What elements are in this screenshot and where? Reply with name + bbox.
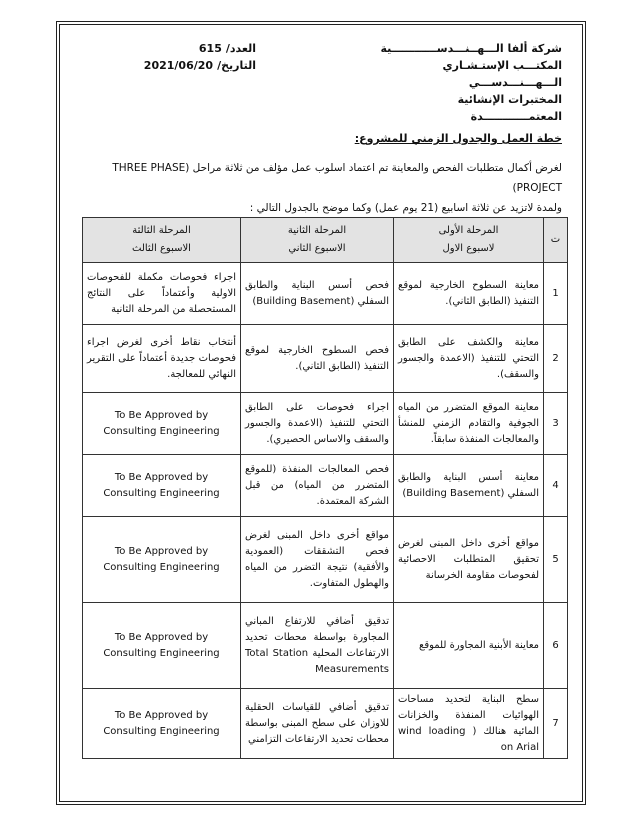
approval-line-1: To Be Approved by [114,631,209,643]
document-date-value: 2021/06/20 [143,59,214,72]
document-number-label: العدد/ [225,42,256,55]
section-title: خطة العمل والجدول الزمني للمشروع: [354,132,562,145]
row-phase-1: معاينة والكشف على الطابق التحتي للتنفيذ (الاعمدة والجسور والسقف). [394,325,544,393]
row-phase-3 [83,393,241,455]
row-phase-1: سطح البناية لتحديد مساحات الهوائيات المنفذة والخزانات المائية هنالك ( wind loading on Arial [394,689,544,759]
row-number: 6 [544,603,568,689]
intro-line-2: ولمدة لاتزيد عن ثلاثة اسابيع (21 يوم عمل) وكما موضح بالجدول التالي : [249,202,562,214]
row-number: 4 [544,455,568,517]
row-phase-1: معاينة الموقع المتضرر من المياه الجوفية والتقادم الزمني للمنشأ والمعالجات المنفذة سابقاً. [394,393,544,455]
row-number: 5 [544,517,568,603]
header-phase-3-week: الاسبوع الثالث [132,243,191,254]
header-phase-2-week: الاسبوع الثاني [288,243,346,254]
approval-line-1: To Be Approved by [114,545,209,557]
table-row [83,603,568,689]
approval-line-2: Consulting Engineering [103,725,220,737]
row-phase-3: اجراء فحوصات مكملة للفحوصات الاولية وأعتماداً على النتائج المستحصلة من المرحلة الثانية [83,263,241,325]
row-number: 2 [544,325,568,393]
company-header [372,40,562,125]
header-phase-1-title: المرحلة الأولى [438,225,499,236]
document-date [88,57,258,74]
table-row [83,325,568,393]
header-phase-2-title: المرحلة الثانية [287,225,347,236]
row-phase-2: فحص أسس البناية والطابق السفلي (Building Basement) [241,263,394,325]
document-date-label: التاريخ/ [217,59,256,72]
document-number [88,40,258,57]
row-phase-2: اجراء فحوصات على الطابق التحتي للتنفيذ (الاعمدة والجسور والسقف والاساس الحصيري). [241,393,394,455]
approval-line-1: To Be Approved by [114,409,209,421]
document-number-value: 615 [198,42,222,55]
approval-line-2: Consulting Engineering [103,425,220,437]
header-phase-3-title: المرحلة الثالثة [132,225,191,236]
row-phase-2: مواقع أخرى داخل المبنى لغرض فحص التشققات (العمودية والأفقية) نتيجة التضرر من المياه والهطول المتفاوت. [241,517,394,603]
header-phase-1 [394,218,544,263]
row-number: 3 [544,393,568,455]
row-number: 7 [544,689,568,759]
table-header-row [83,218,568,263]
header-phase-1-week: لاسبوع الاول [442,243,495,254]
document-reference [88,40,258,74]
approval-line-2: Consulting Engineering [103,561,220,573]
table-row [83,263,568,325]
table-row [83,517,568,603]
header-num: ت [544,218,568,263]
row-phase-1: مواقع أخرى داخل المبنى لغرض تحقيق المتطلبات الاحصائية لفحوصات مقاومة الخرسانة [394,517,544,603]
table-row [83,393,568,455]
row-phase-3 [83,603,241,689]
row-number: 1 [544,263,568,325]
approval-line-1: To Be Approved by [114,709,209,721]
header-phase-3 [83,218,241,263]
row-phase-3 [83,517,241,603]
row-phase-2: فحص السطوح الخارجية لموقع التنفيذ (الطابق الثاني). [241,325,394,393]
approval-line-1: To Be Approved by [114,471,209,483]
approval-line-2: Consulting Engineering [103,487,220,499]
row-phase-2: تدقيق أضافي للقياسات الحقلية للاوزان على سطح المبنى بواسطة محطات تحديد الارتفاعات التزامني [241,689,394,759]
schedule-table [82,217,568,759]
intro-line-1: لغرض أكمال متطلبات الفحص والمعاينة تم اعتماد اسلوب عمل مؤلف من ثلاثة مراحل (THREE PHASE PROJECT) [112,162,562,194]
company-name: شركة ألفا الـــهــنـــدســــــــــــية [380,42,562,55]
row-phase-1: معاينة السطوح الخارجية لموقع التنفيذ (الطابق الثاني). [394,263,544,325]
row-phase-1: معاينة الأبنية المجاورة للموقع [394,603,544,689]
header-phase-2 [241,218,394,263]
company-office: المكتـــب الإستـشـاري الـــهـــنـــدســـي [442,59,562,89]
intro-paragraph [82,158,562,218]
row-phase-3 [83,689,241,759]
row-phase-1: معاينة أسس البناية والطابق السفلي (Building Basement) [394,455,544,517]
row-phase-2: تدقيق أضافي للارتفاع المباني المجاورة بواسطة محطات تحديد الارتفاعات المحلية Total Station Measurements [241,603,394,689]
row-phase-3: أنتخاب نقاط أخرى لغرض اجراء فحوصات جديدة أعتماداً على التقرير النهائي للمعالجة. [83,325,241,393]
company-labs: المختبرات الإنشائية المعتمــــــــــــدة [457,93,562,123]
table-row [83,455,568,517]
table-row [83,689,568,759]
row-phase-2: فحص المعالجات المنفذة (للموقع المتضرر من المياه) من قبل الشركة المعتمدة. [241,455,394,517]
row-phase-3 [83,455,241,517]
approval-line-2: Consulting Engineering [103,647,220,659]
